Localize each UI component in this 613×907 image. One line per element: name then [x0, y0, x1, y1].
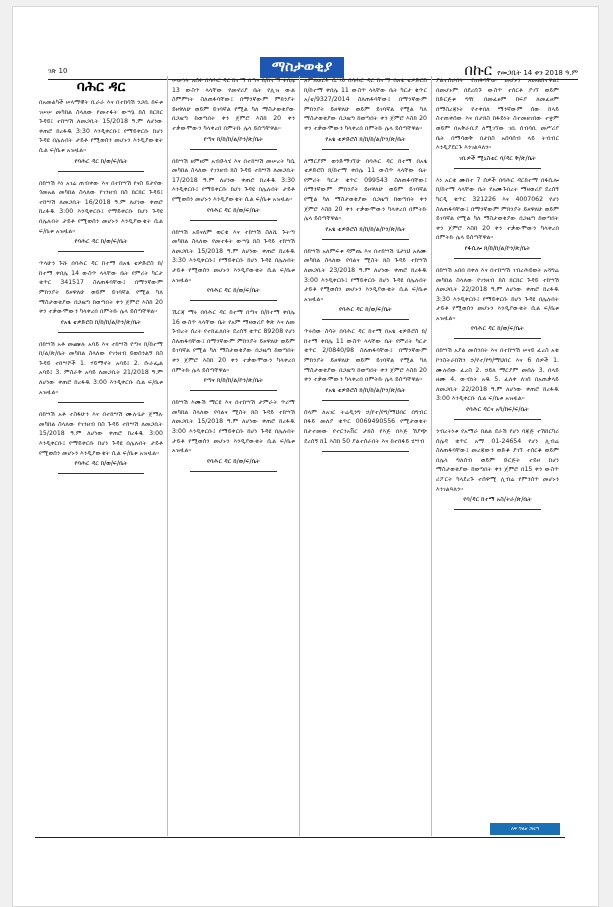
- notice-text: በከሣሽ አበበ በቀለ እና በተከሣሽ ገብረሕይወት አሻግሬ መካከል ስላለው የገንዘብ ክስ ክርክር ጉዳይ ተከሣሽ ለመጋቢት 22/2018 ዓ.ም ለሆነው ቀጠሮ ከረፋዱ 3:30 እንዲቀርቡ፤ የማይቀርቡ ከሆነ ጉዳዩ በሌሉበት ታይቶ የሚወሰን መሆኑን እንዲያውቁት ሲል ፍ/ቤቱ አዝዟል፡፡: [436, 266, 559, 322]
- notice-divider: [322, 239, 408, 240]
- paper-name: በኩር: [464, 61, 493, 79]
- notice-divider: [58, 332, 145, 333]
- notice-signature: የባሕር ዳር ከ/ወ/ፍ/ቤት: [74, 460, 128, 468]
- notice-signature: የጣና ክ/ከ/ከ/ል/ኮን/ጽ/ቤት: [203, 377, 264, 385]
- notice-signature: የባሕር ዳር ከ/ወ/ፍ/ቤት: [74, 238, 128, 246]
- notice-divider: [454, 419, 540, 420]
- notice-text: ንብረትነቱ የአማራ ክልል ደራሽ የሆነ ባጃጅ ተሽከርካሪ ሰሌዳ ቁጥር አማ 01-24654 የሆነ ሊብሬ ስለጠፋባቸው፤ መረጃውን ወድቆ ያገኘ ተሰርቆ ወይም በሌላ ግለሰብ ወይም ድርጅት ተይዞ ከሆነ ማስታወቂያው ከወጣበት ቀን ጀምሮ በ15 ቀን ውስጥ ሪፖርት ካላደረጉ ተሰዋሚ ሊብሬ የምንሰጥ መሆኑን እንገልጻለን፡፡: [436, 428, 559, 493]
- notice-divider: [58, 402, 145, 403]
- page-number: ገጽ 10: [48, 67, 68, 75]
- column-3: [299, 76, 431, 836]
- notice-text: በከሣሽ አለምፍቱ ዳምጤ እና በተከሣሽ ጌታነህ አለሙ መካከል ስላለው የባልና ሚስት ክስ ጉዳይ ተከሣሽ ለመጋቢት 23/2018 ዓ.ም ለሆነው ቀጠሮ ከረፋዱ 3:00 እንዲቀርቡ፤ የማይቀርቡ ከሆነ ጉዳዩ በሌሉበት ታይቶ የሚወሰን መሆኑን እንዲያውቁት ሲል ፍ/ቤቱ አዝዟል፡፡: [304, 247, 427, 303]
- bottom-rule: [35, 837, 565, 838]
- notice-signature: የባሕር ዳርና አካ/ከፍ/ፍ/ቤት: [466, 406, 529, 414]
- notice-divider: [190, 300, 276, 301]
- notice-text: በከሣሽ አቶ መጬሉ አባይ እና ተከሣሽ የጣና ክ/ከተማ ከ/ል/ጽ/ቤት መካከል ስላለው የገንዘብ ይወሰንልኝ ክስ ጉዳይ ተከሣሾች 1. ሃይማኖት አባይ፤ 2. ሱራፌል አባይ፤ 3. ምስራቅ አባይ ለመጋቢት 21/2018 ዓ.ም ለሆነው ቀጠሮ ከረፋዱ 3:00 እንዲቀርቡ ሲል ፍ/ቤቱ አዝዟል፡፡: [39, 340, 163, 396]
- notice-divider: [454, 509, 540, 510]
- notice-signature: የባ/ዳር ከተማ አስ/ትራ/ጽ/ቤት: [463, 496, 532, 504]
- notice-divider: [190, 471, 276, 472]
- column-4: [431, 76, 563, 836]
- notice-text: ኼርጃ ማሩ በባሕር ዳር ከተማ በጣና ክ/ከተማ ቀበሌ 16 ውስጥ ላላቸው ቤት የአም ማዛወሪያ ቅጽ እና ለመ ጉብረት ሰረት የተከፈለበት ደረሰኝ ቁጥር 89208 የሆነ ስለጠፋባቸው፤ በማንኛውም ምክንያት ይዞዋለሁ ወይም ይገባኛል የሚል ካለ ማስታወቂያው በጋዜጣ ከወጣበት ቀን ጀምሮ እስከ 20 ቀን ተቃውሞውን ካላቀረበ በምትኩ ሌላ ይሰጣቸዋል፡፡: [172, 309, 295, 374]
- notice-signature: የባሕር ዳር ከ/ወ/ፍ/ቤት: [206, 287, 261, 295]
- notice-text: ያልተሰራበት የጠፋባቸው መሆኑን አመልክተዋል፤ በመሆኑም በደረሰኙ ውስጥ ተሰርቶ ያገኘ ወይም ከድርጅቱ ግዥ በመፈፀም ከፍያ ለመፈፀም በማስረጃነት የተቀበለ ማንኛውም ሰው ከላይ ስተጠቀሰው እና በታክስ ከፋይነት ስተመዘገበው ተቋም ወይም በአቅራቢያ ለሚገኘው ገቢ ሰብሳቢ መሥሪያ ቤት በማሳወቅ በታክስ አሰባሰብ ላይ ትብብር እንዲያደርጉ እንገልጻለን፡፡: [436, 77, 559, 152]
- notice-signature: የአፄ ቴዎድሮስ ክ/ከ/ከ/ል/ኮን/ጽ/ቤት: [325, 225, 406, 233]
- notice-text: በከሣሽ ዘምዘም አብድላሂ እና በተከሣሽ መሠረት ካሴ መካከል ስላለው የገንዘብ ክስ ጉዳይ ተከሣሽ ለመጋቢት 17/2018 ዓ.ም ለሆነው ቀጠሮ ከረፋዱ 3:30 እንዲቀርቡ፤ የማይቀርቡ ከሆነ ጉዳዩ በሌሉበት ታይቶ የሚወሰን መሆኑን እንዲያውቁት ሲል ፍ/ቤቱ አዝዟል፡፡: [172, 157, 295, 203]
- notice-text: ጥሩሰው ስሳት በባሕር ዳር ከተማ በአፄ ቴዎድሮስ ክ/ከተማ ቀበሌ 11 ውስጥ ላላቸው ቤት የምሪት ካርታ ቁጥር 2/0840/98 ስለጠፋባቸው፤ በማንኛውም ምክንያት ይዞዋለሁ ወይም ይገባኛል የሚል ካለ ማስታወቂያው በጋዜጣ ከወጣበት ቀን ጀምሮ እስከ 20 ቀን ተቃውሞውን ካላቀረበ በምትኩ ሌላ ይሰጣቸዋል፡፡: [304, 328, 427, 384]
- notice-text: በከሣሽ እነ አገሬ ጠብቀው እና በተከሣሽ የናስ ይታየው ጎመአል መካከል ስላለው የገንዘብ ክስ ክርክር ጉዳይ፤ ተከሣሽ ለመጋቢት 16/2018 ዓ.ም ለሆነው ቀጠሮ ከረፋዱ 3:00 እንዲቀርቡ፤ የማይቀርቡ ከሆነ ጉዳዩ በሌሉበት ታይቶ የሚወሰን መሆኑን እንዲያውቁት ሲል ፍ/ቤቱ አዝዟል፡፡: [39, 179, 163, 235]
- notice-signature: የባሕር ዳር ከ/ወ/ፍ/ቤት: [470, 325, 525, 333]
- notice-divider: [190, 390, 276, 391]
- notice-divider: [190, 220, 276, 221]
- notice-text: በከሣሽ አቶ ተስፋሁን እና በተከሣሽ ሙሉጌታ ጀማሉ መካከል ስላለው የገንዘብ ክስ ጉዳይ ተከሣሽ ለመጋቢት 15/2018 ዓ.ም ለሆነው ቀጠሮ ከረፋዱ 3:00 እንዲቀርቡ፤ የማይቀርቡ ከሆነ ጉዳዩ በሌሉበት ታይቶ የሚወሰን መሆኑን እንዲያውቁት ሲል ፍ/ቤቱ አዝዟል፡፡: [39, 411, 163, 457]
- notice-divider: [454, 168, 540, 169]
- notice-signature: ገቢዎች ሚኒስቴር ባ/ዳር ቅ/ጽ/ቤት: [458, 154, 537, 162]
- notice-divider: [322, 400, 408, 401]
- notice-divider: [454, 258, 540, 259]
- notice-divider: [58, 251, 145, 252]
- notice-text: ለማርያም ወንድማገኘሁ በባሕር ዳር ከተማ በአፄ ቴዎድሮስ ክ/ከተማ ቀበሌ 11 ውስጥ ላላቸው ቤት የምሪት ካርታ ቁጥር 099543 ስለጠፋባቸው፤ በማንኛውም ምክንያት ይዞዋለሁ ወይም ይገባኛል የሚል ካለ ማስታወቂያው በጋዜጣ ከወጣበት ቀን ጀምሮ እስከ 20 ቀን ተቃውሞውን ካላቀረበ በምትኩ ሌላ ይሰጣቸዋል፡፡: [304, 157, 427, 223]
- notice-divider: [322, 149, 408, 150]
- notice-signature: የአፄ ቴዎድሮስ ክ/ከ/ከ/ል/ኮን/ጽ/ቤት: [325, 386, 406, 394]
- notice-text: በአመልካች ሠላማዊት ቢራራ እና በተከሳሽ ንጋቢ ከፍቱ ገሠሠ መካከል ስላለው የመተፋት ውሣኔ ከስ ክርክር ጉዳይ፤ ተከሣሽ ለመጋቢት 15/2018 ዓ.ም ለሆነው ቀጠሮ ከረፋዱ 3:30 እንዲቀርቡ፤ የማይቀርቡ ከሆነ ጉዳዩ በሌሉበት ታይቶ የሚወሰን መሆኑን እንዲያውቁት ሲል ፍ/ቤቱ አዝዟል፡፡: [39, 99, 163, 154]
- notice-columns: [35, 76, 565, 836]
- notice-text: እነ አርቁ ሙከተ 7 ሰዎች በባሕር ዳርከተማ በፋሲሎ ክ/ከተማ ላላቸው ቤት የአሙጉበረት ማዛወሪያ ደረሰኝ ካርዲ ቁጥር 321226 እና 4007062 የሆነ ስለጠፋባቸው፤ በማንኛውም ምክንያት ይዞዋለሁ ወይም ይገባኛል የሚል ካለ ማስታወቂያው በጋዜጣ ከወጣበት ቀን ጀምሮ እስከ 20 ቀን ተቃውሞውን ካላቀረበ በምትኩ ሌላ ይሰጣቸዋል፡፡: [436, 176, 559, 242]
- notice-text: ሰላም ለአገር ትሬዲንግ ኃ/የተ/የግ/ማህበር በግብር ከፋይ መለያ ቁጥር 0069490556 የሚታወቁት ከታተመው የተርንኦቨር ታክስ የእጅ በእጅ ሽያጭ ደረሰኝ ከ1 እስከ 50 ያልተሰራበት እና ከተከፋይ ሂሣብ: [304, 408, 427, 445]
- issue-date: የመጋቢት 14 ቀን 2018 ዓ.ም: [497, 69, 578, 77]
- column-2: [167, 76, 299, 836]
- notice-signature: የጣና ክ/ከ/ከ/ል/ኮን/ጽ/ቤት: [203, 135, 264, 143]
- notice-text: አምለወርቅ ሲሣይ በባሕር ዳር ከተማ በአፄ ቴዎድሮስ ክ/ከተማ ቀበሌ 11 ውስጥ ላላቸው ቤት ካርታ ቁጥር አ/ቴ/9327/2014 ስለጠፋባቸው፤ በማንኛውም ምክንያት ይዞዋለሁ ወይም ይገባኛል የሚል ካለ ማስታወቂያው በጋዜጣ ከወጣበት ቀን ጀምሮ እስከ 20 ቀን ተቃውሞውን ካላቀረበ በምትኩ ሌላ ይሰጣቸዋል፡፡: [304, 77, 427, 132]
- notice-text: በከሣሽ አይናለም ወርቁ እና ተከሣሽ ስለሺ ጉትጣ መካከል ስላለው የመተፋት ውሣኔ ክስ ጉዳይ ተከሣሽ ለመጋቢት 15/2018 ዓ.ም ለሆነው ቀጠሮ ከረፋዱ 3:30 እንዲቀርቡ፤ የማይቀርቡ ከሆነ ጉዳዩ በሌሉበት ታይቶ የሚወሰን መሆኑን እንዲያውቁት ሲል ፍ/ቤቱ አዝዟል፡፡: [172, 228, 295, 284]
- notice-divider: [58, 171, 145, 172]
- notice-signature: የፋሲሎ ክ/ከ/ከ/ል/ኮን/ጽ/ቤት: [464, 244, 531, 252]
- notice-divider: [454, 338, 540, 339]
- notice-signature: የባሕር ዳር ከ/ወ/ፍ/ቤት: [74, 157, 128, 165]
- footer-badge: ለፍ ግልፀ ጋዜጣ: [490, 823, 560, 835]
- notice-signature: የባሕር ዳር ከ/ወ/ፍ/ቤት: [338, 306, 393, 314]
- notice-signature: የባሕር ዳር ከ/ወ/ፍ/ቤት: [206, 206, 261, 214]
- notice-divider: [322, 319, 408, 320]
- notice-signature: የባሕር ዳር ከ/ወ/ፍ/ቤት: [206, 457, 261, 465]
- section-masthead: ማስታወቂያ: [260, 57, 344, 78]
- notice-text: ጥላሁን ጉሹ በባሕር ዳር ከተማ በአፄ ቴዎድሮስ ክ/ከተማ ቀበሌ 14 ውስጥ ላላቸው ቤት የምሪት ካርታ ቁጥር 341517 ስለጠፋባቸው፤ በማንኛውም ምክንያት ይዞዋለሁ ወይም ይገባኛል የሚል ካለ ማስታወቂያው በጋዜጣ ከወጣበት ቀን ጀምሮ እስከ 20 ቀን ተቃውሞውን ካላቀረበ በምትኩ ሌላ ይሰጣቸዋል፡፡: [39, 260, 163, 316]
- notice-signature: የአፄ ቴዎድሮስ ክ/ከ/ከ/ል/ኮን/ጽ/ቤት: [325, 135, 406, 143]
- notice-divider: [190, 149, 276, 150]
- notice-signature: የአፄ ቴዎድሮስ ክ/ከ/ከ/ል/ኮን/ጽ/ቤት: [60, 318, 142, 326]
- column-title: ባሕር ዳር: [76, 79, 126, 95]
- column-1: [35, 76, 167, 836]
- notice-text: በከሣሽ እሙሽ ማርዩ እና በተከሣሽ ታምራት ጥሪማ መካከል ስላለው የባልና ሚስት ክስ ጉዳይ ተከሣሽ ለመጋቢት 15/2018 ዓ.ም ለሆነው ቀጠሮ ከረፋዱ 3:00 እንዲቀርቡ፤ የማይቀርቡ ከሆነ ጉዳዩ በሌሉበት ታይቶ የሚወሰን መሆኑን እንዲያውቁት ሲል ፍ/ቤቱ አዝዟል፡፡: [172, 399, 295, 455]
- notice-text: ሠውነት አሰፉ በባሕር ዳር ከተማ በጣና ክ/ከተማ ቀበሌ 13 ውስጥ ላላቸው የመኖሪያ ቤት የሊዝ ውል ስምምነት ስለጠፋባቸው፤ በማንኛውም ምክንያት ይዞዋለሁ ወይም ይገባኛል የሚል ካለ ማስታወቂያው በጋዜጣ ከወጣበት ቀን ጀምሮ እስከ 20 ቀን ተቃውሞውን ካላቀረበ በምትኩ ሌላ ይሰጣቸዋል፡፡: [172, 77, 295, 132]
- notice-divider: [322, 451, 408, 452]
- notice-text: በከሣሽ አያል መሰንበት እና በተከሣሽ ሠናይ ፈረስ አቁ ኮንስትራክሽን ኃ/የተ/የግ/ማህበር እና 6 ሰዎች 1. ሙሉሰው ፈረስ 2. ኃይለ ማርያም መሰሉ 3. በላይ ዘሙ 4. ውብነት አዱ 5. ፈለቀ ለገሰ በአጠቃላይ ለመጋቢት 22/2018 ዓ.ም ለሆነው ቀጠሮ ከረፋዱ 3:00 እንዲቀርቡ ሲል ፍ/ቤቱ አዝዟል፡፡: [436, 347, 559, 403]
- notice-divider: [58, 473, 145, 474]
